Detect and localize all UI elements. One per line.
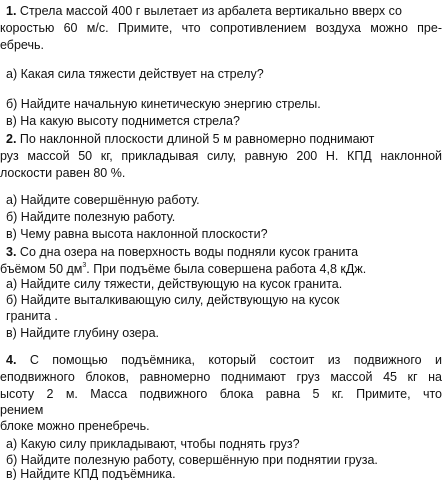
problem-1-line-2: коростью 60 м/с. Примите, что сопротивлением воздуха можно пре- [0,21,442,35]
problem-3-question-b-line-1: б) Найдите выталкивающую силу, действующую на кусок [6,293,340,307]
problem-2-line-2: руз массой 50 кг, прикладывая силу, равную 200 Н. КПД наклонной [0,149,442,163]
problem-4-line-2: еподвижного блоков, равномерно поднимают груз массой 45 кг на [0,370,442,384]
problem-2-text-1: По наклонной плоскости длиной 5 м равномерно поднимают [19,132,375,146]
problem-1-question-b: б) Найдите начальную кинетическую энергию стрелы. [6,97,321,111]
problem-4-question-a: а) Какую силу прикладывают, чтобы поднять груз? [6,437,300,451]
problem-4-text-1: С помощью подъёмника, который состоит из подвижного и [29,353,442,367]
problem-3-text-1: Со дна озера на поверхность воды подняли кусок гранита [19,245,359,259]
problem-4-line-5: блоке можно пренебречь. [0,419,150,433]
problem-2-line-3: лоскости равен 80 %. [0,166,126,180]
problem-3-question-c: в) Найдите глубину озера. [6,326,159,340]
problem-4-line-1 [0,352,442,368]
problem-1-number: 1. [6,4,17,18]
problem-3-text-2a: бъёмом 50 дм [0,262,83,276]
problem-3-number: 3. [6,245,17,259]
problem-2-question-a: а) Найдите совершённую работу. [6,193,200,207]
problem-3-line-2 [0,261,442,277]
problem-4-line-3: ысоту 2 м. Масса подвижного блока равна 5 кг. Примите, что [0,387,442,401]
problem-2-number: 2. [6,132,17,146]
problem-3-question-a: а) Найдите силу тяжести, действующую на кусок гранита. [6,277,343,291]
problem-1-line-3: ебречь. [0,38,44,52]
problem-2-line-1 [0,131,442,147]
problem-3-superscript: 3 [82,262,87,269]
problem-2-question-c: в) Чему равна высота наклонной плоскости? [6,227,268,241]
problem-1-question-a: а) Какая сила тяжести действует на стрелу? [6,67,264,81]
problem-4-line-4: рением [0,403,44,417]
problem-1-question-c: в) На какую высоту поднимется стрела? [6,114,240,128]
problem-1-text-1: Стрела массой 400 г вылетает из арбалета вертикально вверх со [19,4,402,18]
problem-2-question-b: б) Найдите полезную работу. [6,210,176,224]
problem-4-question-b: б) Найдите полезную работу, совершённую при поднятии груза. [6,453,378,467]
problem-4-number: 4. [6,353,17,367]
problem-1-line-1 [0,3,442,19]
problem-3-question-b-line-2: гранита . [6,309,58,323]
problem-3-line-1 [0,244,442,260]
problem-4-question-c: в) Найдите КПД подъёмника. [6,468,176,480]
problem-3-text-2b: . При подъёме была совершена работа 4,8 кДж. [86,262,367,276]
